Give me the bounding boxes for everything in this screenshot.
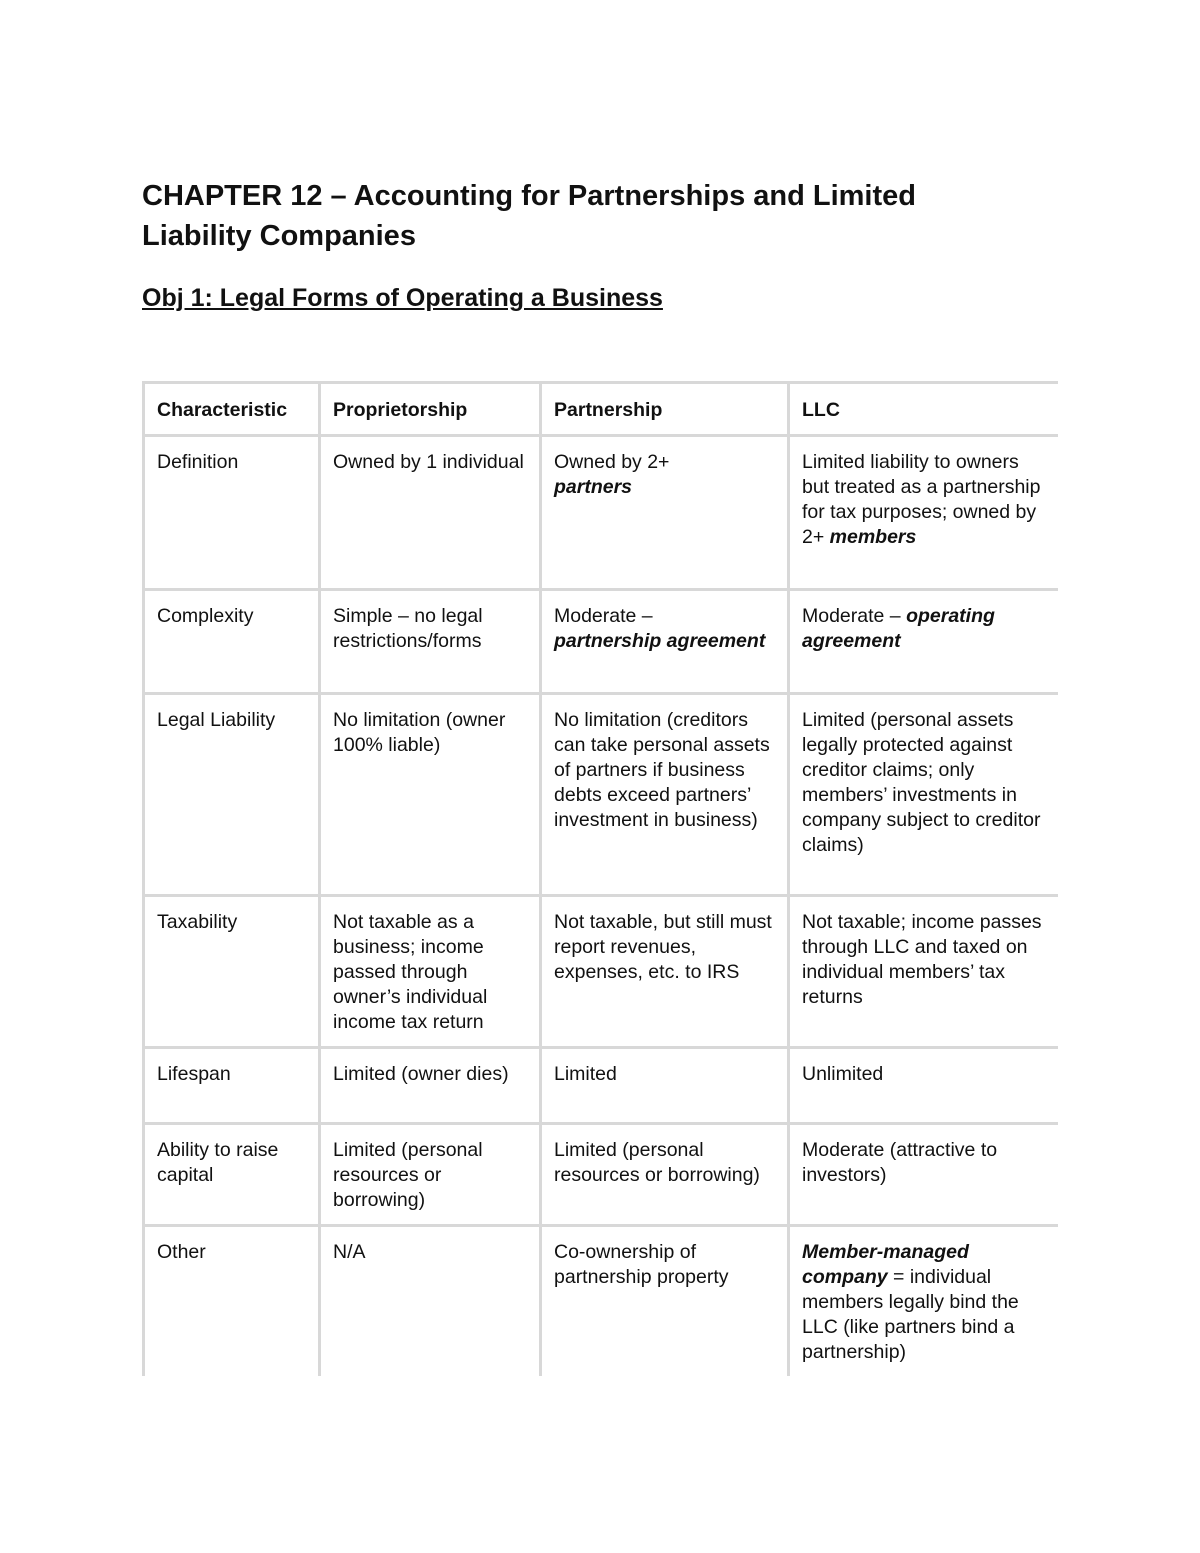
cell-partnership: No limitation (creditors can take personal assets of partners if business debts exceed partners’ investment in business): [541, 694, 789, 896]
header-partnership: Partnership: [541, 383, 789, 436]
header-llc: LLC: [789, 383, 1059, 436]
cell-proprietorship: Limited (personal resources or borrowing): [320, 1124, 541, 1226]
table-row: [144, 896, 1059, 1048]
header-proprietorship: Proprietorship: [320, 383, 541, 436]
cell-proprietorship: No limitation (owner 100% liable): [320, 694, 541, 896]
table-row: [144, 1048, 1059, 1124]
business-forms-table: [142, 381, 1058, 1376]
table-row: [144, 694, 1059, 896]
row-label: Taxability: [144, 896, 320, 1048]
cell-proprietorship: N/A: [320, 1226, 541, 1377]
table-row: [144, 1124, 1059, 1226]
cell-llc: Limited (personal assets legally protected against creditor claims; only members’ investments in company subject to creditor claims): [789, 694, 1059, 896]
section-heading: Obj 1: Legal Forms of Operating a Business: [142, 284, 663, 312]
row-label: Complexity: [144, 590, 320, 694]
cell-text: Owned by 2+: [554, 451, 670, 473]
cell-partnership: Not taxable, but still must report revenues, expenses, etc. to IRS: [541, 896, 789, 1048]
cell-proprietorship: Limited (owner dies): [320, 1048, 541, 1124]
cell-emphasis: Member-managed company: [802, 1241, 969, 1288]
cell-llc: [789, 436, 1059, 590]
table-row: [144, 436, 1059, 590]
cell-partnership: Limited: [541, 1048, 789, 1124]
comparison-table-container: [142, 381, 1058, 1376]
cell-llc: Moderate (attractive to investors): [789, 1124, 1059, 1226]
cell-emphasis: operating agreement: [802, 605, 995, 652]
cell-partnership: Co-ownership of partnership property: [541, 1226, 789, 1377]
cell-proprietorship: Simple – no legal restrictions/forms: [320, 590, 541, 694]
cell-text: Moderate –: [802, 605, 901, 627]
cell-partnership: [541, 590, 789, 694]
cell-emphasis: members: [829, 526, 917, 548]
row-label: Lifespan: [144, 1048, 320, 1124]
cell-emphasis: partners: [554, 476, 633, 498]
row-label: Definition: [144, 436, 320, 590]
cell-partnership: Limited (personal resources or borrowing): [541, 1124, 789, 1226]
cell-text: Moderate –: [554, 605, 653, 627]
cell-emphasis: partnership agreement: [554, 630, 766, 652]
cell-proprietorship: Not taxable as a business; income passed through owner’s individual income tax return: [320, 896, 541, 1048]
row-label: Other: [144, 1226, 320, 1377]
cell-proprietorship: Owned by 1 individual: [320, 436, 541, 590]
cell-llc: Not taxable; income passes through LLC and taxed on individual members’ tax returns: [789, 896, 1059, 1048]
row-label: Ability to raise capital: [144, 1124, 320, 1226]
table-row: [144, 590, 1059, 694]
cell-llc: [789, 590, 1059, 694]
chapter-title: [142, 176, 1042, 256]
table-row: [144, 1226, 1059, 1377]
table-header-row: [144, 383, 1059, 436]
cell-partnership: [541, 436, 789, 590]
header-characteristic: Characteristic: [144, 383, 320, 436]
chapter-title-line-2: Liability Companies: [142, 220, 416, 252]
cell-llc: Unlimited: [789, 1048, 1059, 1124]
chapter-title-line-1: CHAPTER 12 – Accounting for Partnerships and Limited: [142, 180, 916, 212]
cell-llc: [789, 1226, 1059, 1377]
row-label: Legal Liability: [144, 694, 320, 896]
cell-text: = individual members legally bind the LLC (like partners bind a partnership): [802, 1266, 1019, 1363]
cell-text: Limited liability to owners but treated as a partnership for tax purposes; owned by 2+: [802, 451, 1041, 548]
